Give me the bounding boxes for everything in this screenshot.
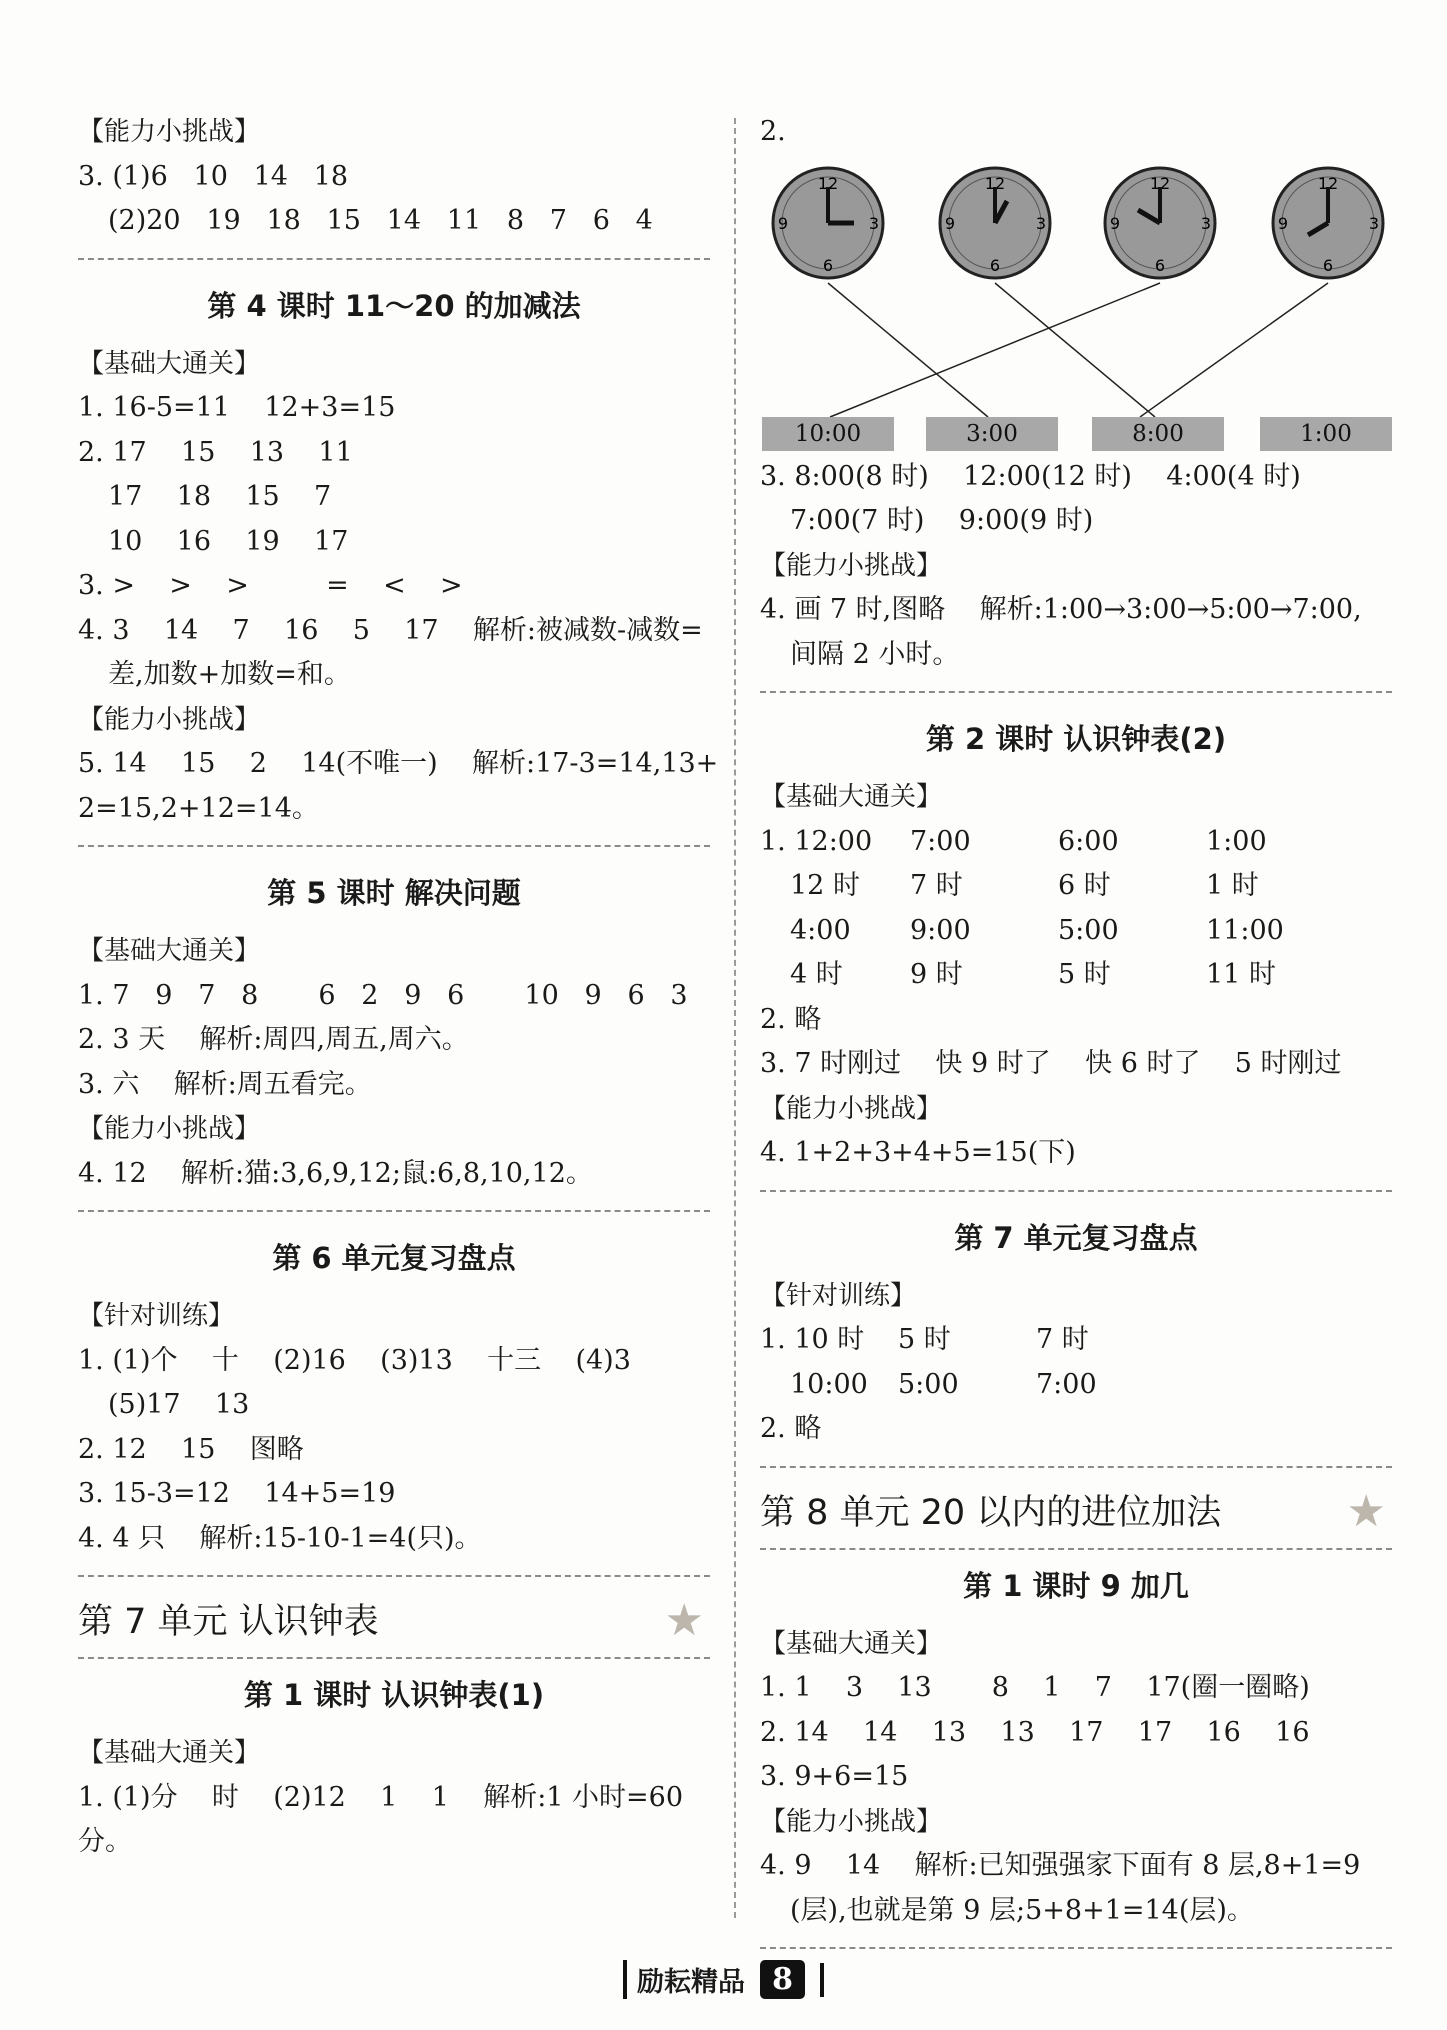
section-tag: 【基础大通关】: [78, 1738, 261, 1768]
answer-line: 4. 1+2+3+4+5=15(下): [760, 1137, 1076, 1168]
clock-icon: [1102, 165, 1218, 281]
answer-line: 7:00(7 时) 9:00(9 时): [790, 505, 1094, 536]
dashed-divider: [760, 1190, 1392, 1192]
unit-heading: [760, 1478, 1392, 1550]
grid-cell: 5 时: [1058, 959, 1111, 990]
answer-line: 3. 9+6=15: [760, 1761, 909, 1792]
grid-cell: 1. 12:00: [760, 825, 873, 857]
page-number: 8: [760, 1960, 805, 1999]
answer-line: (5)17 13: [108, 1389, 250, 1420]
grid-cell: 10:00: [790, 1368, 868, 1400]
answer-line: 1. (1)个 十 (2)16 (3)13 十三 (4)3: [78, 1344, 631, 1376]
answer-line: 2=15,2+12=14。: [78, 792, 319, 824]
answer-line: 3. 8:00(8 时) 12:00(12 时) 4:00(4 时): [760, 460, 1301, 492]
svg-text:9: 9: [944, 213, 956, 233]
svg-text:6: 6: [1154, 255, 1166, 275]
dashed-divider: [78, 845, 710, 847]
answer-line: 2.: [760, 116, 786, 147]
grid-cell: 1:00: [1206, 825, 1267, 857]
lesson-title: 第 4 课时 11～20 的加减法: [207, 288, 581, 323]
clock-matching-figure: [760, 155, 1392, 455]
page-footer: [0, 1960, 1447, 1999]
grid-cell: 1. 10 时: [760, 1324, 865, 1355]
time-label: 10:00: [762, 417, 894, 451]
svg-text:12: 12: [984, 173, 1006, 193]
answer-grid: [760, 820, 1392, 998]
clock-icon: [937, 165, 1053, 281]
answer-line: 4. 9 14 解析:已知强强家下面有 8 层,8+1=9: [760, 1850, 1361, 1881]
unit-title: 第 8 单元 20 以内的进位加法: [760, 1492, 1222, 1533]
answer-line: 1. (1)分 时 (2)12 1 1 解析:1 小时=60: [78, 1781, 684, 1813]
svg-text:9: 9: [1277, 213, 1289, 233]
svg-text:9: 9: [1109, 213, 1121, 233]
answer-line: 2. 略: [760, 1003, 822, 1035]
answer-line: 4. 12 解析:猫:3,6,9,12;鼠:6,8,10,12。: [78, 1157, 593, 1189]
answer-line: 17 18 15 7: [108, 481, 332, 512]
answer-line: 3. 六 解析:周五看完。: [78, 1068, 372, 1100]
footer-brand: 励耘精品: [623, 1960, 755, 1999]
svg-text:12: 12: [1149, 173, 1171, 193]
answer-line: (2)20 19 18 15 14 11 8 7 6 4: [108, 205, 653, 236]
answer-line: 3. 15-3=12 14+5=19: [78, 1478, 396, 1509]
section-tag: 【基础大通关】: [760, 782, 943, 812]
answer-line: (层),也就是第 9 层;5+8+1=14(层)。: [790, 1894, 1254, 1926]
answer-line: 间隔 2 小时。: [790, 638, 960, 670]
grid-cell: 7:00: [910, 825, 971, 857]
answer-line: 1. 7 9 7 8 6 2 9 6 10 9 6 3: [78, 979, 688, 1011]
answer-line: 3. > > > = < >: [78, 570, 463, 601]
section-tag: 【能力小挑战】: [78, 117, 261, 147]
clock-icon: [770, 165, 886, 281]
answer-line: 5. 14 15 2 14(不唯一) 解析:17-3=14,13+: [78, 748, 719, 779]
svg-text:6: 6: [1322, 255, 1334, 275]
dashed-divider: [760, 1466, 1392, 1468]
svg-text:12: 12: [1317, 173, 1339, 193]
grid-cell: 4 时: [790, 959, 843, 990]
star-icon: ★: [664, 1595, 704, 1646]
svg-text:3: 3: [1368, 213, 1380, 233]
section-tag: 【基础大通关】: [78, 348, 261, 379]
grid-cell: 9:00: [910, 914, 971, 946]
answer-line: 4. 画 7 时,图略 解析:1:00→3:00→5:00→7:00,: [760, 594, 1362, 625]
review-title: 第 7 单元复习盘点: [954, 1220, 1198, 1255]
answer-line: 1. 1 3 13 8 1 7 17(圈一圈略): [760, 1672, 1310, 1703]
grid-cell: 5:00: [1058, 914, 1119, 946]
answer-line: 2. 略: [760, 1413, 822, 1444]
grid-cell: 5:00: [898, 1368, 959, 1400]
answer-line: 3. 7 时刚过 快 9 时了 快 6 时了 5 时刚过: [760, 1048, 1342, 1079]
grid-cell: 1 时: [1206, 870, 1259, 901]
svg-text:3: 3: [1200, 213, 1212, 233]
time-label: 8:00: [1092, 417, 1224, 451]
svg-text:6: 6: [822, 255, 834, 275]
review-title: 第 6 单元复习盘点: [272, 1241, 516, 1275]
svg-text:6: 6: [989, 255, 1001, 275]
lesson-title: 第 1 课时 认识钟表(1): [243, 1678, 545, 1712]
dashed-divider: [760, 1947, 1392, 1949]
grid-cell: 11:00: [1206, 914, 1284, 946]
svg-text:3: 3: [1035, 213, 1047, 233]
unit-title: 第 7 单元 认识钟表: [78, 1602, 379, 1642]
svg-text:3: 3: [868, 213, 880, 233]
grid-cell: 4:00: [790, 914, 851, 946]
answer-line: 分。: [78, 1826, 132, 1857]
section-tag: 【能力小挑战】: [760, 1093, 943, 1124]
footer-bar: [820, 1963, 824, 1997]
section-tag: 【基础大通关】: [78, 936, 261, 966]
section-tag: 【能力小挑战】: [760, 550, 943, 581]
clock-icon: [1270, 165, 1386, 281]
section-tag: 【能力小挑战】: [78, 704, 261, 735]
section-tag: 【能力小挑战】: [78, 1114, 261, 1144]
right-column: [760, 110, 1392, 1959]
section-tag: 【针对训练】: [760, 1280, 917, 1311]
answer-line: 3. (1)6 10 14 18: [78, 160, 349, 192]
star-icon: ★: [1346, 1485, 1386, 1537]
dashed-divider: [78, 1575, 710, 1577]
time-label: 1:00: [1260, 417, 1392, 451]
grid-cell: 7 时: [1036, 1324, 1089, 1355]
grid-cell: 7 时: [910, 870, 963, 901]
answer-grid: [760, 1318, 1392, 1407]
grid-cell: 6 时: [1058, 870, 1111, 901]
answer-line: 4. 4 只 解析:15-10-1=4(只)。: [78, 1522, 482, 1554]
column-divider: [734, 118, 736, 1918]
time-label: 3:00: [926, 417, 1058, 451]
lesson-title: 第 5 课时 解决问题: [267, 876, 521, 910]
lesson-title: 第 2 课时 认识钟表(2): [925, 722, 1227, 756]
grid-cell: 11 时: [1206, 959, 1276, 990]
section-tag: 【能力小挑战】: [760, 1806, 943, 1837]
answer-line: 2. 14 14 13 13 17 17 16 16: [760, 1716, 1310, 1748]
answer-line: 10 16 19 17: [108, 525, 349, 557]
dashed-divider: [760, 691, 1392, 693]
grid-cell: 5 时: [898, 1324, 951, 1355]
answer-line: 差,加数+加数=和。: [108, 659, 351, 690]
grid-cell: 9 时: [910, 959, 963, 990]
answer-line: 2. 3 天 解析:周四,周五,周六。: [78, 1024, 469, 1055]
svg-text:9: 9: [777, 213, 789, 233]
section-tag: 【基础大通关】: [760, 1628, 943, 1659]
left-column: [78, 110, 719, 1865]
dashed-divider: [78, 258, 710, 260]
section-tag: 【针对训练】: [78, 1301, 235, 1331]
grid-cell: 6:00: [1058, 825, 1119, 857]
lesson-title: 第 1 课时 9 加几: [963, 1568, 1189, 1603]
grid-cell: 12 时: [790, 870, 860, 901]
answer-line: 2. 17 15 13 11: [78, 436, 353, 468]
grid-cell: 7:00: [1036, 1368, 1097, 1400]
answer-line: 2. 12 15 图略: [78, 1433, 304, 1465]
answer-line: 1. 16-5=11 12+3=15: [78, 392, 396, 423]
unit-heading: [78, 1587, 710, 1659]
svg-text:12: 12: [817, 173, 839, 193]
answer-line: 4. 3 14 7 16 5 17 解析:被减数-减数=: [78, 614, 703, 646]
dashed-divider: [78, 1210, 710, 1212]
